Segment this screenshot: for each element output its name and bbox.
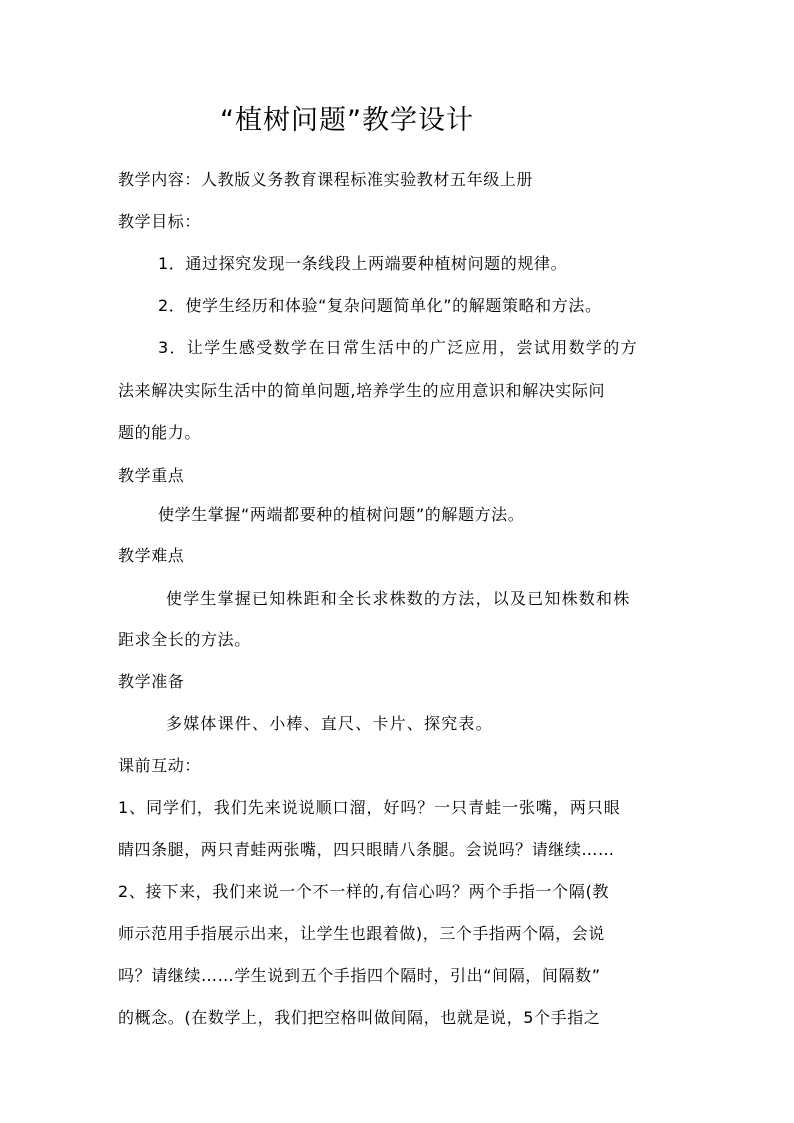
pre-class-heading: 课前互动：	[118, 756, 202, 775]
preparation-heading: 教学准备	[118, 672, 185, 691]
difficulties-heading: 教学难点	[118, 546, 185, 565]
pre-class-item-2-line-4: 的概念。(在数学上，我们把空格叫做间隔，也就是说，5个手指之	[118, 1008, 601, 1027]
goal-item-1: 1．通过探究发现一条线段上两端要种植树问题的规律。	[158, 254, 568, 273]
teaching-goals-heading: 教学目标：	[118, 212, 202, 231]
difficulties-text-line-2: 距求全长的方法。	[118, 630, 251, 649]
goal-item-3-line-2: 法来解决实际生活中的简单问题,培养学生的应用意识和解决实际问	[118, 381, 606, 400]
key-points-text: 使学生掌握“两端都要种的植树问题”的解题方法。	[158, 505, 525, 524]
pre-class-item-2-line-3: 吗？请继续……学生说到五个手指四个隔时，引出“间隔，间隔数”	[118, 966, 601, 985]
pre-class-item-2-line-1: 2、接下来，我们来说一个不一样的,有信心吗？两个手指一个隔(教	[118, 882, 610, 901]
preparation-text: 多媒体课件、小棒、直尺、卡片、探究表。	[166, 714, 493, 733]
goal-item-2: 2．使学生经历和体验“复杂问题简单化”的解题策略和方法。	[158, 296, 602, 315]
key-points-heading: 教学重点	[118, 466, 185, 485]
pre-class-item-1-line-2: 睛四条腿，两只青蛙两张嘴，四只眼睛八条腿。会说吗？请继续……	[118, 840, 615, 859]
pre-class-item-1-line-1: 1、同学们，我们先来说说顺口溜，好吗？一只青蛙一张嘴，两只眼	[118, 798, 621, 817]
teaching-content-line: 教学内容：人教版义务教育课程标准实验教材五年级上册	[118, 170, 534, 189]
document-title: “植树问题”教学设计	[220, 105, 474, 136]
difficulties-text-line-1: 使学生掌握已知株距和全长求株数的方法，以及已知株数和株	[166, 589, 631, 608]
goal-item-3-line-1: 3．让学生感受数学在日常生活中的广泛应用，尝试用数学的方	[158, 338, 638, 357]
goal-item-3-line-3: 题的能力。	[118, 423, 202, 442]
pre-class-item-2-line-2: 师示范用手指展示出来，让学生也跟着做)，三个手指两个隔，会说	[118, 924, 605, 943]
